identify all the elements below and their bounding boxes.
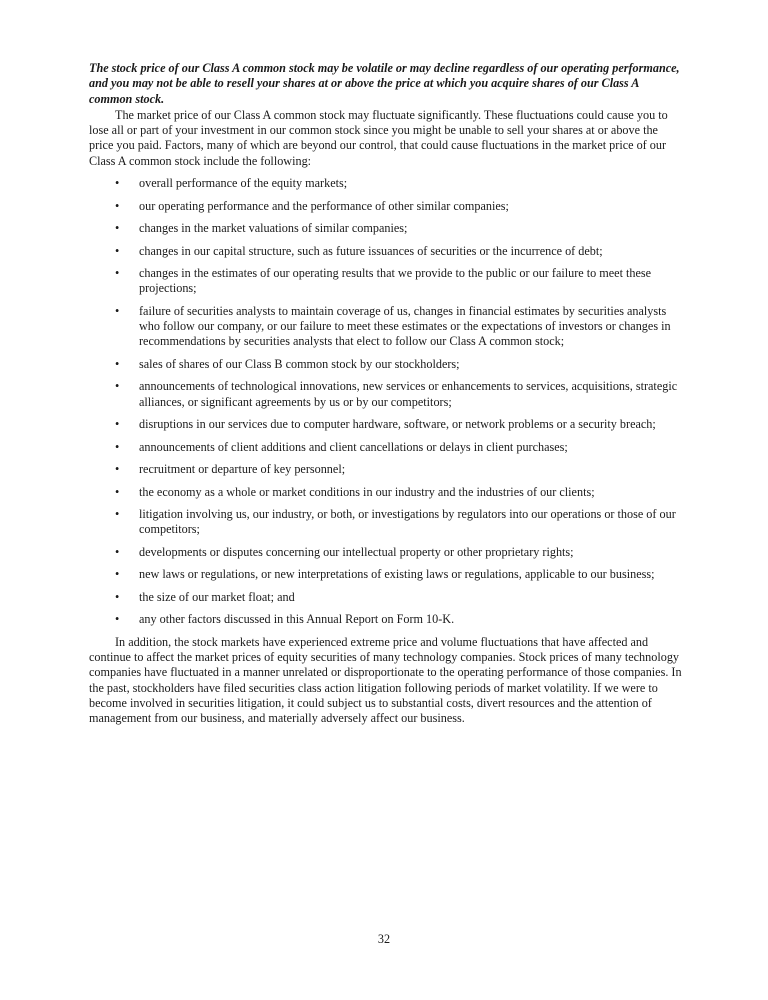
bullet-list-item — [89, 440, 685, 455]
bullet-point-icon: • — [115, 417, 120, 432]
bullet-list-item — [89, 567, 685, 582]
closing-paragraph: In addition, the stock markets have experienced extreme price and volume fluctuations that have affected and continue to affect the market prices of equity securities of many technology companies. Stock prices of many technology companies have fluctuated in a manner unrelated or disproportionate to the operating performance of those companies. In the past, stockholders have filed securities class action litigation following periods of market volatility. If we were to become involved in securities litigation, it could subject us to substantial costs, divert resources and the attention of management from our business, and materially adversely affect our business. — [89, 634, 682, 726]
bullet-list-item — [89, 379, 685, 410]
risk-factor-heading: The stock price of our Class A common stock may be volatile or may decline regardless of our operating performance, and you may not be able to resell your shares at or above the price at which you acquire shares of our Class A common stock. — [89, 61, 680, 106]
bullet-text: recruitment or departure of key personnel; — [139, 462, 346, 477]
bullet-point-icon: • — [115, 507, 120, 522]
bullet-list-item — [89, 199, 685, 214]
bullet-point-icon: • — [115, 567, 120, 582]
bullet-list-item — [89, 176, 685, 191]
bullet-list-item — [89, 357, 685, 372]
bullet-list-item — [89, 221, 685, 236]
bullet-point-icon: • — [115, 221, 120, 236]
bullet-list-item — [89, 266, 685, 297]
bullet-point-icon: • — [115, 379, 120, 394]
document-body — [89, 61, 685, 727]
bullet-point-icon: • — [115, 356, 120, 371]
bullet-text: developments or disputes concerning our intellectual property or other proprietary rights; — [139, 544, 574, 559]
bullet-text: litigation involving us, our industry, or both, or investigations by regulators into our operations or those of our competitors; — [139, 507, 676, 537]
bullet-list-item — [89, 545, 685, 560]
bullet-point-icon: • — [115, 544, 120, 559]
bullet-text: announcements of client additions and client cancellations or delays in client purchases; — [139, 439, 568, 454]
bullet-point-icon: • — [115, 176, 120, 191]
bullet-point-icon: • — [115, 303, 120, 318]
bullet-text: any other factors discussed in this Annual Report on Form 10-K. — [139, 612, 455, 627]
bullet-text: the economy as a whole or market conditions in our industry and the industries of our clients; — [139, 484, 595, 499]
bullet-text: changes in our capital structure, such as future issuances of securities or the incurrence of debt; — [139, 243, 603, 258]
bullet-text: our operating performance and the performance of other similar companies; — [139, 198, 509, 213]
bullet-text: announcements of technological innovations, new services or enhancements to services, acquisitions, strategic alliances, or significant agreements by us or by our competitors; — [139, 379, 678, 409]
bullet-text: failure of securities analysts to maintain coverage of us, changes in financial estimates by securities analysts who follow our company, or our failure to meet these estimates or the expectations of investors or changes in recommendations by securities analysts that elect to follow our Class A common stock; — [139, 303, 671, 349]
bullet-point-icon: • — [115, 589, 120, 604]
bullet-list-item — [89, 417, 685, 432]
bullet-point-icon: • — [115, 439, 120, 454]
bullet-point-icon: • — [115, 484, 120, 499]
bullet-list-item — [89, 507, 685, 538]
bullet-point-icon: • — [115, 462, 120, 477]
bullet-point-icon: • — [115, 266, 120, 281]
page-number: 32 — [377, 932, 391, 946]
bullet-list-item — [89, 304, 685, 350]
bullet-point-icon: • — [115, 243, 120, 258]
bullet-text: changes in the market valuations of similar companies; — [139, 221, 408, 236]
bullet-point-icon: • — [115, 612, 120, 627]
intro-paragraph: The market price of our Class A common stock may fluctuate significantly. These fluctuations could cause you to lose all or part of your investment in our common stock since you might be unable to sell your shares at or above the price you paid. Factors, many of which are beyond our control, that could cause fluctuations in the market price of our Class A common stock include the following: — [89, 107, 668, 168]
bullet-text: new laws or regulations, or new interpretations of existing laws or regulations, applicable to our business; — [139, 567, 655, 582]
bullet-list-item — [89, 485, 685, 500]
bullet-text: disruptions in our services due to computer hardware, software, or network problems or a security breach; — [139, 417, 656, 432]
bullet-text: changes in the estimates of our operating results that we provide to the public or our failure to meet these projections; — [139, 266, 652, 296]
bullet-list-item — [89, 590, 685, 605]
bullet-list-item — [89, 612, 685, 627]
bullet-text: overall performance of the equity markets; — [139, 176, 348, 191]
bullet-point-icon: • — [115, 198, 120, 213]
bullet-list-item — [89, 462, 685, 477]
bullet-text: the size of our market float; and — [139, 589, 295, 604]
bullet-text: sales of shares of our Class B common stock by our stockholders; — [139, 356, 460, 371]
bullet-list-item — [89, 244, 685, 259]
factor-bullet-list — [89, 176, 685, 628]
